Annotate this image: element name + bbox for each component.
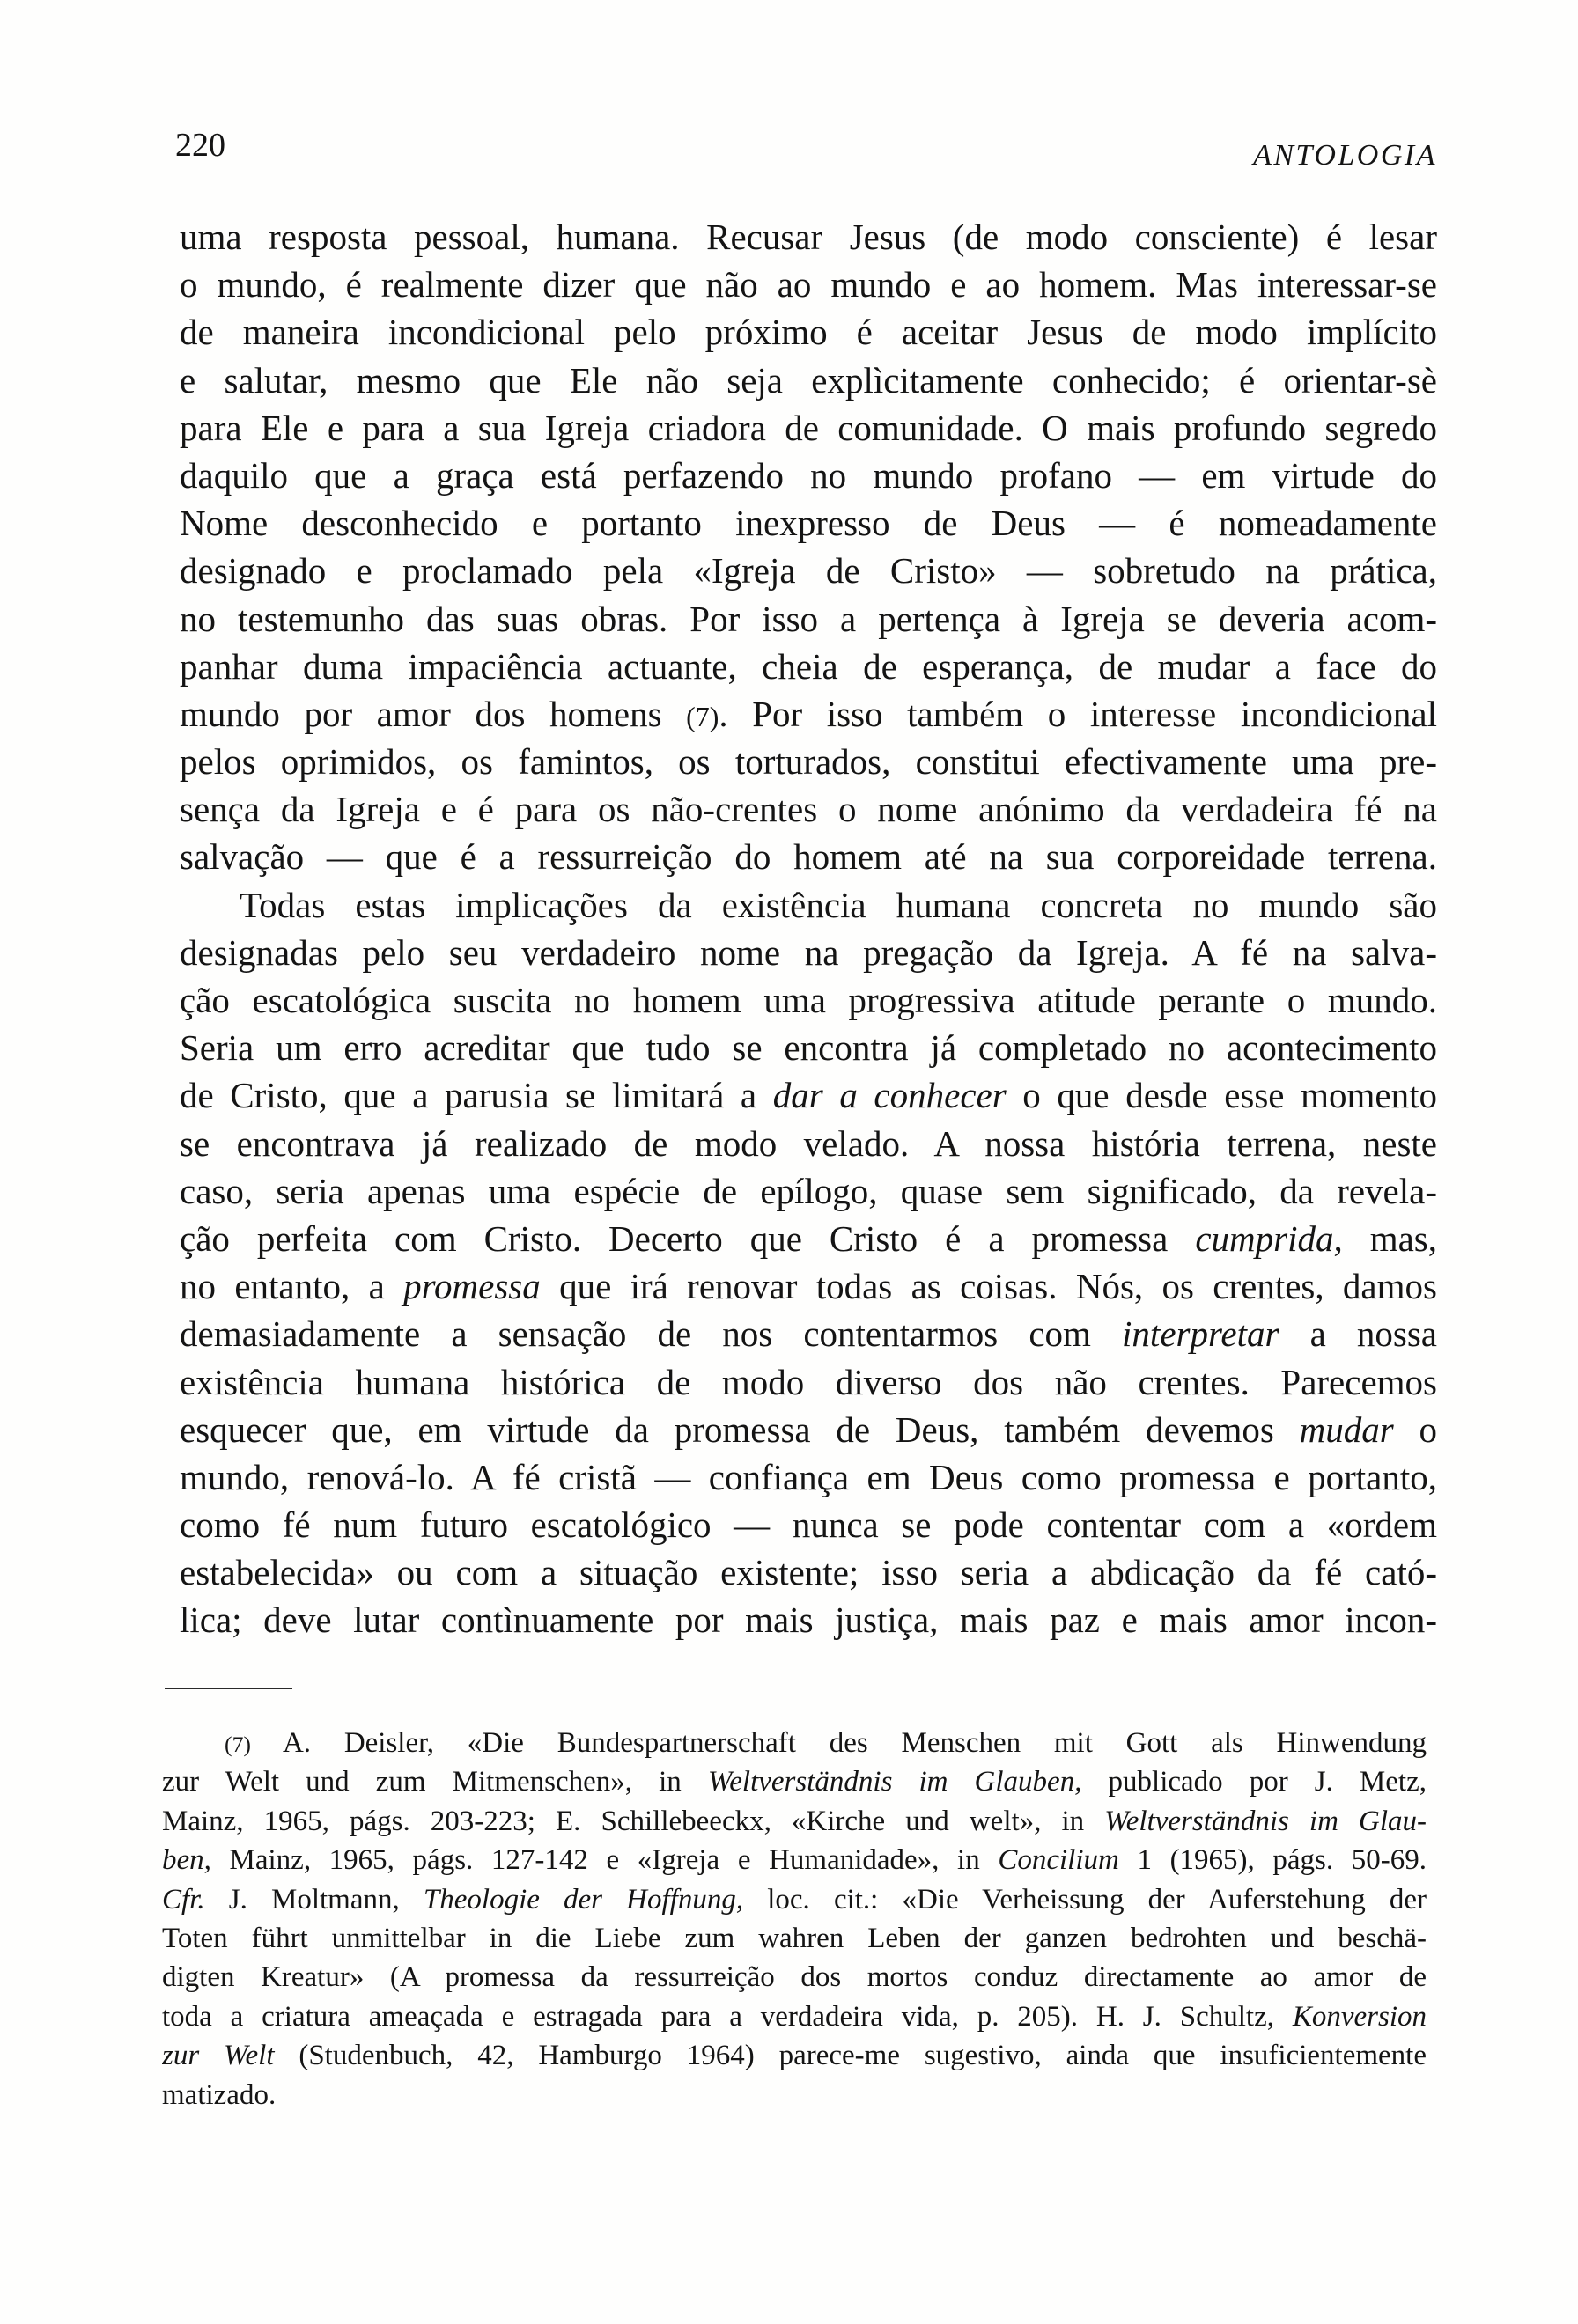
italic-text: interpretar xyxy=(1122,1313,1279,1355)
body-line xyxy=(180,499,1437,547)
text-run: o mundo, é realmente dizer que não ao mundo e ao homem. Mas interessar-se xyxy=(180,264,1437,305)
body-line xyxy=(180,213,1437,261)
body-line xyxy=(180,547,1437,594)
italic-text: dar a conhecer xyxy=(772,1075,1007,1116)
italic-text: Weltverständnis im Glau- xyxy=(1104,1805,1427,1837)
italic-text: promessa xyxy=(403,1266,541,1307)
footnotes xyxy=(162,1724,1427,2114)
text-run: panhar duma impaciência actuante, cheia de esperança, de mudar a face do xyxy=(180,645,1437,687)
body-line xyxy=(180,308,1437,356)
text-run: Todas estas implicações da existência humana concreta no mundo são xyxy=(240,884,1437,925)
footnote-line xyxy=(162,1841,1427,1879)
body-line xyxy=(180,261,1437,308)
text-run: mundo por amor dos homens xyxy=(180,693,687,734)
body-line xyxy=(180,1501,1437,1548)
text-run: pelos oprimidos, os famintos, os torturados, constitui efectivamente uma pre- xyxy=(180,741,1437,783)
text-run: como fé num futuro escatológico — nunca se pode contentar com a «ordem xyxy=(180,1504,1437,1546)
italic-text: cumprida, xyxy=(1195,1217,1343,1259)
body-line xyxy=(180,1024,1437,1071)
footnote-line xyxy=(162,1919,1427,1958)
body-line xyxy=(180,452,1437,499)
text-run: de Cristo, que a parusia se limitará a xyxy=(180,1075,773,1116)
italic-text: Theologie der Hoffnung, xyxy=(423,1883,744,1916)
body-line xyxy=(180,357,1437,404)
text-run: lica; deve lutar contìnuamente por mais justiça, mais paz e mais amor incon- xyxy=(180,1600,1437,1641)
text-run: . Por isso também o interesse incondicional xyxy=(719,693,1437,734)
body-line xyxy=(180,738,1437,785)
footnote-line xyxy=(162,1997,1427,2036)
text-run: Toten führt unmittelbar in die Liebe zum wahren Leben der ganzen bedrohten und beschä- xyxy=(162,1922,1427,1954)
text-run: digten Kreatur» (A promessa da ressurreição dos mortos conduz directamente ao amor de xyxy=(162,1961,1427,1994)
footnote-line xyxy=(162,1762,1427,1801)
text-run: o que desde esse momento xyxy=(1006,1075,1437,1116)
text-run: Seria um erro acreditar que tudo se encontra já completado no acontecimento xyxy=(180,1027,1437,1069)
body-line xyxy=(180,1262,1437,1310)
footnote-line xyxy=(162,2076,1427,2114)
text-run: estabelecida» ou com a situação existente; isso seria a abdicação da fé cató- xyxy=(180,1552,1437,1593)
footnote-reference: (7) xyxy=(686,701,719,732)
running-title: ANTOLOGIA xyxy=(1253,139,1437,172)
body-line xyxy=(180,881,1437,929)
text-run: Mainz, 1965, págs. 203-223; E. Schillebeeckx, «Kirche und welt», in xyxy=(162,1805,1105,1837)
footnote-line xyxy=(162,1724,1427,1762)
footnote-line xyxy=(162,1802,1427,1841)
footnote-line xyxy=(162,1958,1427,1997)
footnote-separator xyxy=(165,1688,292,1689)
body-line xyxy=(180,643,1437,690)
body-line xyxy=(180,976,1437,1024)
text-run: a nossa xyxy=(1279,1313,1437,1355)
page-number: 220 xyxy=(175,127,225,164)
text-run: publicado por J. Metz, xyxy=(1081,1766,1427,1798)
italic-text: Konversion xyxy=(1292,2000,1427,2033)
text-run: salvação — que é a ressurreição do homem até na sua corporeidade terrena. xyxy=(180,836,1437,878)
body-line xyxy=(180,833,1437,880)
text-run: mundo, renová-lo. A fé cristã — confiança em Deus como promessa e portanto, xyxy=(180,1456,1437,1497)
text-run: o xyxy=(1393,1408,1437,1450)
footnote-marker: (7) xyxy=(225,1732,252,1757)
text-run: uma resposta pessoal, humana. Recusar Jesus (de modo consciente) é lesar xyxy=(180,217,1437,257)
text-run: zur Welt und zum Mitmenschen», in xyxy=(162,1766,708,1798)
text-run: demasiadamente a sensação de nos contentarmos com xyxy=(180,1313,1123,1355)
body-line xyxy=(180,1215,1437,1262)
body-line xyxy=(180,1358,1437,1406)
italic-text: zur Welt xyxy=(162,2040,275,2072)
text-run: que irá renovar todas as coisas. Nós, os crentes, damos xyxy=(540,1266,1437,1307)
body-line xyxy=(180,1453,1437,1501)
text-run: no entanto, a xyxy=(180,1266,404,1307)
text-run: para Ele e para a sua Igreja criadora de comunidade. O mais profundo segredo xyxy=(180,407,1437,448)
text-run: sença da Igreja e é para os não-crentes o nome anónimo da verdadeira fé na xyxy=(180,789,1437,830)
body-line xyxy=(180,690,1437,738)
italic-text: Weltverständnis im Glauben, xyxy=(707,1766,1082,1798)
text-run: designadas pelo seu verdadeiro nome na pregação da Igreja. A fé na salva- xyxy=(180,931,1437,973)
text-run: caso, seria apenas uma espécie de epílogo, quase sem significado, da revela- xyxy=(180,1170,1437,1211)
text-run: ção escatológica suscita no homem uma progressiva atitude perante o mundo. xyxy=(180,980,1437,1020)
body-line xyxy=(180,1596,1437,1644)
body-line xyxy=(180,1167,1437,1215)
body-line xyxy=(180,785,1437,833)
text-run: daquilo que a graça está perfazendo no mundo profano — em virtude do xyxy=(180,454,1437,496)
text-run: ção perfeita com Cristo. Decerto que Cristo é a promessa xyxy=(180,1217,1196,1259)
text-run: toda a criatura ameaçada e estragada para a verdadeira vida, p. 205). H. J. Schultz, xyxy=(162,2000,1293,2033)
italic-text: Concilium xyxy=(998,1844,1119,1877)
body-line xyxy=(180,1406,1437,1453)
text-run: se encontrava já realizado de modo velado. A nossa história terrena, neste xyxy=(180,1122,1437,1164)
text-run: designado e proclamado pela «Igreja de Cristo» — sobretudo na prática, xyxy=(180,550,1437,592)
text-run: 1 (1965), págs. 50-69. xyxy=(1118,1844,1427,1877)
text-run: J. Moltmann, xyxy=(204,1883,424,1916)
text-run: loc. cit.: «Die Verheissung der Auferstehung der xyxy=(743,1883,1427,1916)
text-run: mas, xyxy=(1342,1217,1437,1259)
body-line xyxy=(180,1120,1437,1167)
body-line xyxy=(180,1310,1437,1357)
body-line xyxy=(180,1548,1437,1596)
text-run: existência humana histórica de modo diverso dos não crentes. Parecemos xyxy=(180,1361,1437,1402)
footnote-line xyxy=(162,1880,1427,1919)
italic-text: Cfr. xyxy=(162,1883,205,1916)
italic-text: ben, xyxy=(162,1844,211,1877)
italic-text: mudar xyxy=(1299,1408,1394,1450)
text-run: de maneira incondicional pelo próximo é aceitar Jesus de modo implícito xyxy=(180,312,1437,353)
body-line xyxy=(180,404,1437,452)
text-run: Nome desconhecido e portanto inexpresso de Deus — é nomeadamente xyxy=(180,503,1437,544)
body-line xyxy=(180,595,1437,643)
body-line xyxy=(180,929,1437,976)
text-run: no testemunho das suas obras. Por isso a pertença à Igreja se deveria acom- xyxy=(180,598,1437,639)
text-run: esquecer que, em virtude da promessa de Deus, também devemos xyxy=(180,1408,1300,1450)
text-run: e salutar, mesmo que Ele não seja explìcitamente conhecido; é orientar-sè xyxy=(180,359,1437,401)
footnote-line xyxy=(162,2036,1427,2075)
text-run: matizado. xyxy=(162,2078,277,2111)
text-run: A. Deisler, «Die Bundespartnerschaft des Menschen mit Gott als Hinwendung xyxy=(251,1727,1427,1759)
text-run: (Studenbuch, 42, Hamburgo 1964) parece-me sugestivo, ainda que insuficientemente xyxy=(274,2040,1427,2072)
body-text xyxy=(180,213,1437,1644)
text-run: Mainz, 1965, págs. 127-142 e «Igreja e Humanidade», in xyxy=(210,1844,999,1877)
body-line xyxy=(180,1071,1437,1119)
